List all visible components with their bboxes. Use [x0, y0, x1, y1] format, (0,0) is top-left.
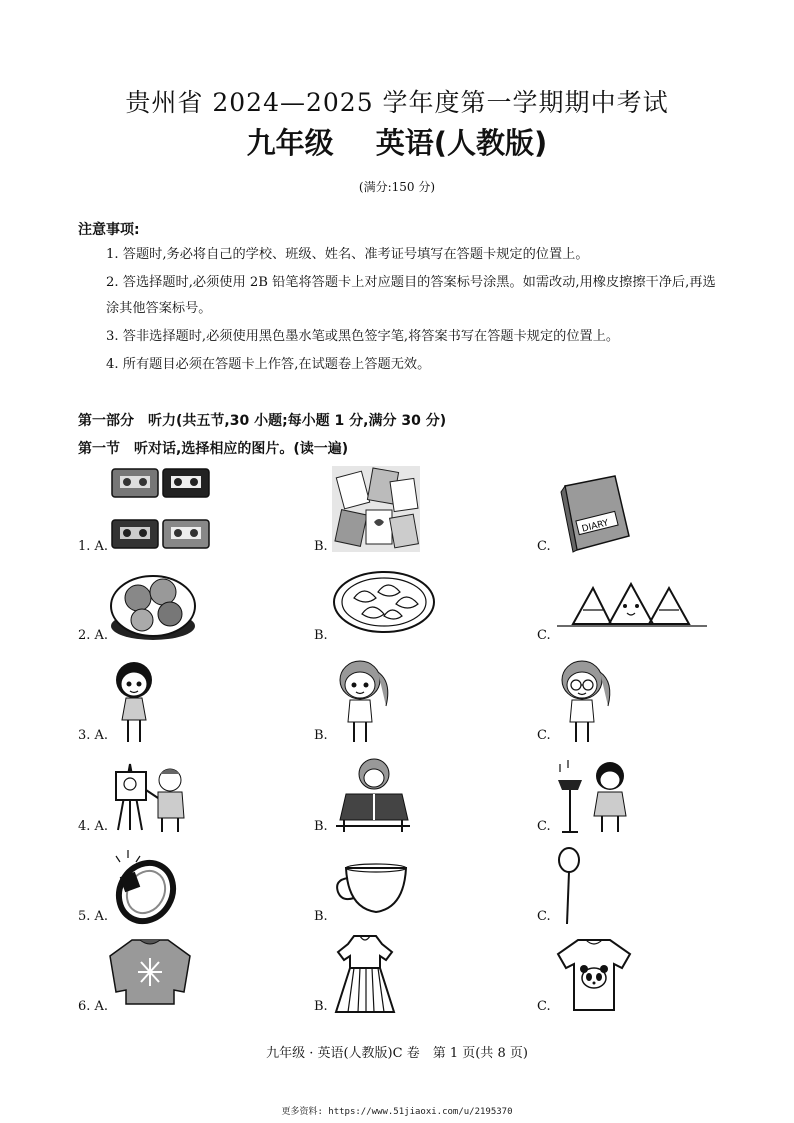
mooncakes-icon	[108, 566, 198, 644]
subject-label: 英语(人教版)	[375, 126, 548, 160]
notice-item: 3. 答非选择题时,必须使用黑色墨水笔或黑色签字笔,将答案书写在答题卡规定的位置上。	[106, 329, 620, 344]
notice-item: 1. 答题时,务必将自己的学校、班级、姓名、准考证号填写在答题卡规定的位置上。	[106, 247, 589, 262]
spoon-icon	[554, 846, 584, 928]
girl-ponytail-icon	[330, 658, 394, 746]
q4-label-c: C.	[537, 819, 551, 834]
q6-label-a: 6. A.	[78, 999, 109, 1014]
painting-boy-icon	[110, 758, 192, 834]
q2-label-c: C.	[537, 628, 551, 643]
zongzi-icon	[553, 580, 711, 638]
q3-label-b: B.	[314, 728, 328, 743]
sweater-icon	[106, 934, 194, 1006]
q2-label-a: 2. A.	[78, 628, 109, 643]
section1-heading: 第一节 听对话,选择相应的图片。(读一遍)	[78, 441, 349, 457]
q3-label-a: 3. A.	[78, 728, 109, 743]
q6-label-b: B.	[314, 999, 328, 1014]
q1-label-b: B.	[314, 539, 328, 554]
q5-label-a: 5. A.	[78, 909, 109, 924]
grade-label: 九年级	[246, 126, 334, 160]
ring-icon	[108, 846, 178, 926]
panda-tshirt-icon	[554, 934, 634, 1014]
q5-label-b: B.	[314, 909, 328, 924]
notice-heading: 注意事项:	[78, 222, 140, 238]
diary-cover-text: DIARY	[580, 518, 610, 535]
q1-label-a: 1. A.	[78, 539, 109, 554]
greeting-cards-icon	[332, 466, 420, 552]
full-score-note: (满分:150 分)	[358, 180, 436, 194]
part1-heading: 第一部分 听力(共五节,30 小题;每小题 1 分,满分 30 分)	[78, 413, 447, 429]
girl-glasses-icon	[552, 658, 616, 746]
notice-item: 2. 答选择题时,必须使用 2B 铅笔将答题卡上对应题目的答案标号涂黑。如需改动,用橡皮擦擦干净后,再选涂其他答案标号。	[106, 275, 716, 316]
q6-label-c: C.	[537, 999, 551, 1014]
girl-short-hair-icon	[112, 660, 156, 746]
q2-label-b: B.	[314, 628, 328, 643]
exam-title: 贵州省 2024—2025 学年度第一学期期中考试	[125, 88, 669, 117]
subject-title	[0, 121, 794, 162]
page-footer: 九年级 · 英语(人教版)C 卷 第 1 页(共 8 页)	[266, 1046, 528, 1061]
reading-boy-icon	[332, 756, 414, 834]
q3-label-c: C.	[537, 728, 551, 743]
bottom-watermark-url: 更多资料: https://www.51jiaoxi.com/u/2195370	[281, 1107, 513, 1117]
dress-icon	[330, 932, 400, 1016]
q5-label-c: C.	[537, 909, 551, 924]
q4-label-a: 4. A.	[78, 819, 109, 834]
q1-label-c: C.	[537, 539, 551, 554]
cup-icon	[332, 862, 412, 918]
q4-label-b: B.	[314, 819, 328, 834]
dumplings-icon	[332, 570, 436, 634]
cassette-tapes-icon	[108, 466, 212, 552]
notice-item: 4. 所有题目必须在答题卡上作答,在试题卷上答题无效。	[106, 357, 431, 372]
singing-girl-icon	[552, 756, 636, 836]
diary-icon	[555, 472, 635, 554]
